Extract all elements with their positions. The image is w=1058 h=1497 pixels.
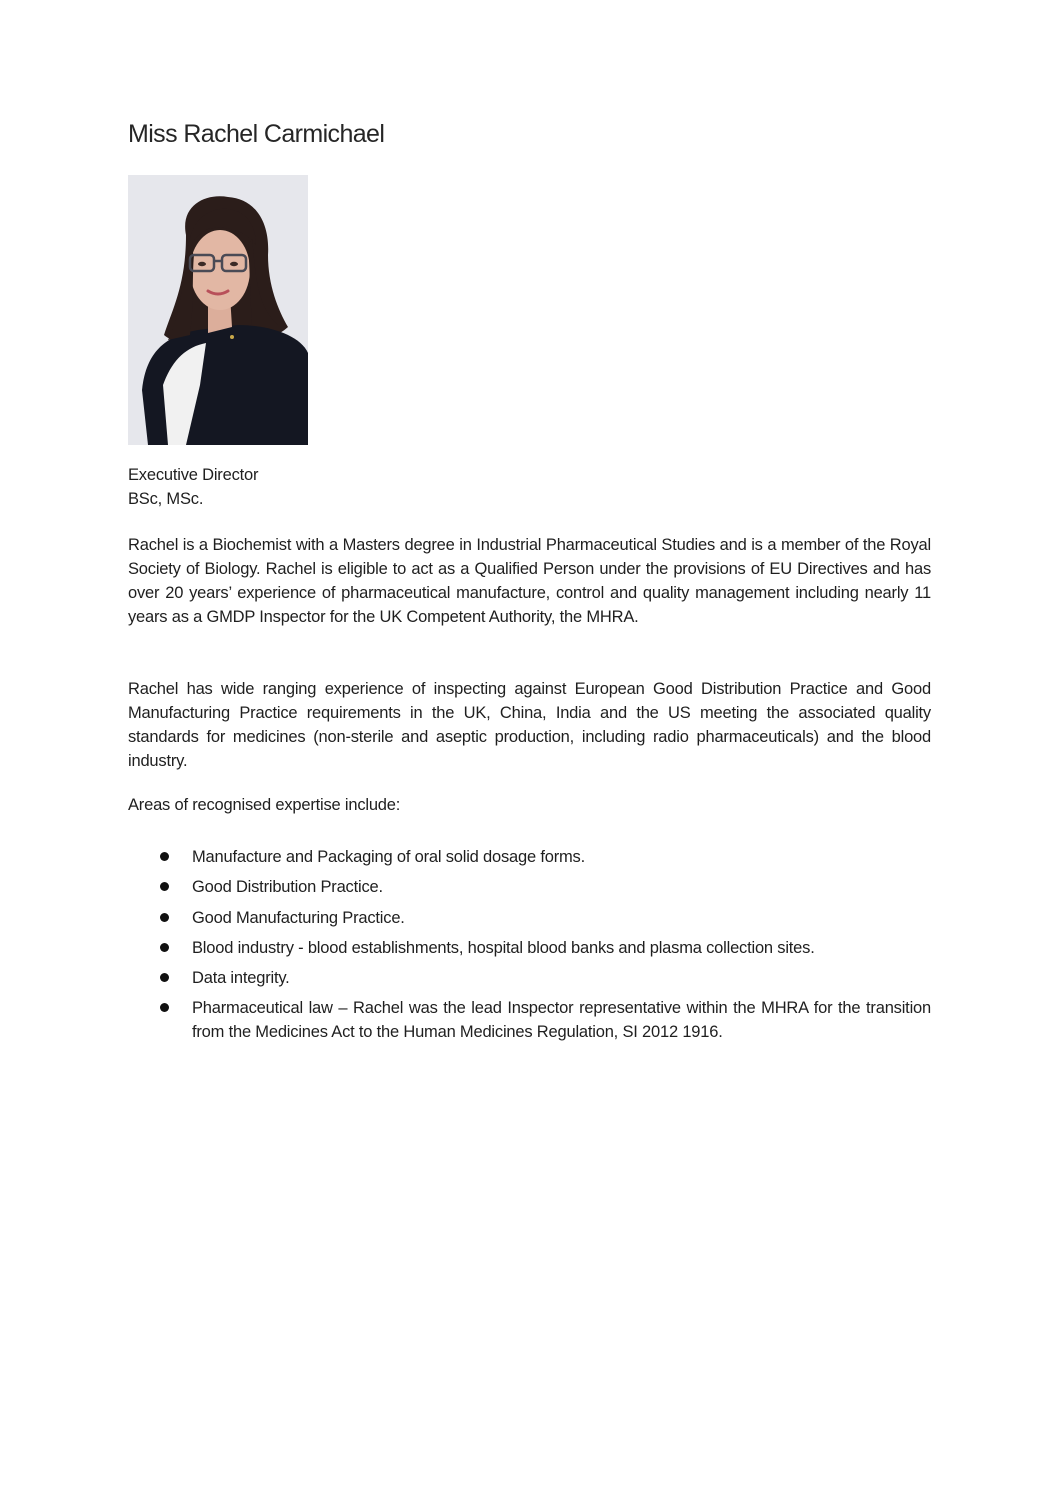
bullet-icon	[160, 852, 169, 861]
list-item-text: Pharmaceutical law – Rachel was the lead Inspector representative within the MHRA for the transition from the Medicines Act to the Human Medicines Regulation, SI 2012 1916.	[192, 999, 931, 1042]
role-block	[128, 463, 258, 511]
job-title: Executive Director	[128, 466, 259, 484]
qualifications: BSc, MSc.	[128, 490, 204, 508]
bullet-icon	[160, 1003, 169, 1012]
bio-paragraph-1: Rachel is a Biochemist with a Masters degree in Industrial Pharmaceutical Studies and is a member of the Royal Society of Biology. Rachel is eligible to act as a Qualified Person under the provisions of EU Directives and has over 20 years’ experience of pharmaceutical manufacture, control and quality management including nearly 11 years as a GMDP Inspector for the UK Competent Authority, the MHRA.	[128, 536, 931, 626]
bullet-icon	[160, 913, 169, 922]
list-item	[128, 996, 931, 1044]
list-item-text: Manufacture and Packaging of oral solid dosage forms.	[192, 848, 585, 866]
list-item	[128, 875, 931, 899]
list-item	[128, 966, 931, 990]
portrait-photo	[128, 175, 308, 445]
eye-right	[230, 262, 238, 266]
list-item-text: Blood industry - blood establishments, hospital blood banks and plasma collection sites.	[192, 938, 815, 957]
bullet-icon	[160, 973, 169, 982]
expertise-intro: Areas of recognised expertise include:	[128, 796, 401, 814]
bio-paragraph-2: Rachel has wide ranging experience of inspecting against European Good Distribution Practice and Good Manufacturing Practice requirements in the UK, China, India and the US meeting the associated quality standards for medicines (non-sterile and aseptic production, including radio pharmaceuticals) and the blood industry.	[128, 680, 931, 770]
list-item	[128, 845, 931, 869]
bullet-icon	[160, 943, 169, 952]
list-item-text: Good Manufacturing Practice.	[192, 908, 405, 927]
eye-left	[198, 262, 206, 266]
list-item-text: Data integrity.	[192, 969, 290, 988]
expertise-list	[128, 845, 931, 1051]
lapel-pin	[230, 335, 234, 339]
list-item-text: Good Distribution Practice.	[192, 878, 383, 897]
page-title: Miss Rachel Carmichael	[128, 120, 385, 148]
list-item	[128, 906, 931, 930]
list-item	[128, 936, 931, 960]
portrait-image	[128, 175, 308, 445]
bullet-icon	[160, 882, 169, 891]
